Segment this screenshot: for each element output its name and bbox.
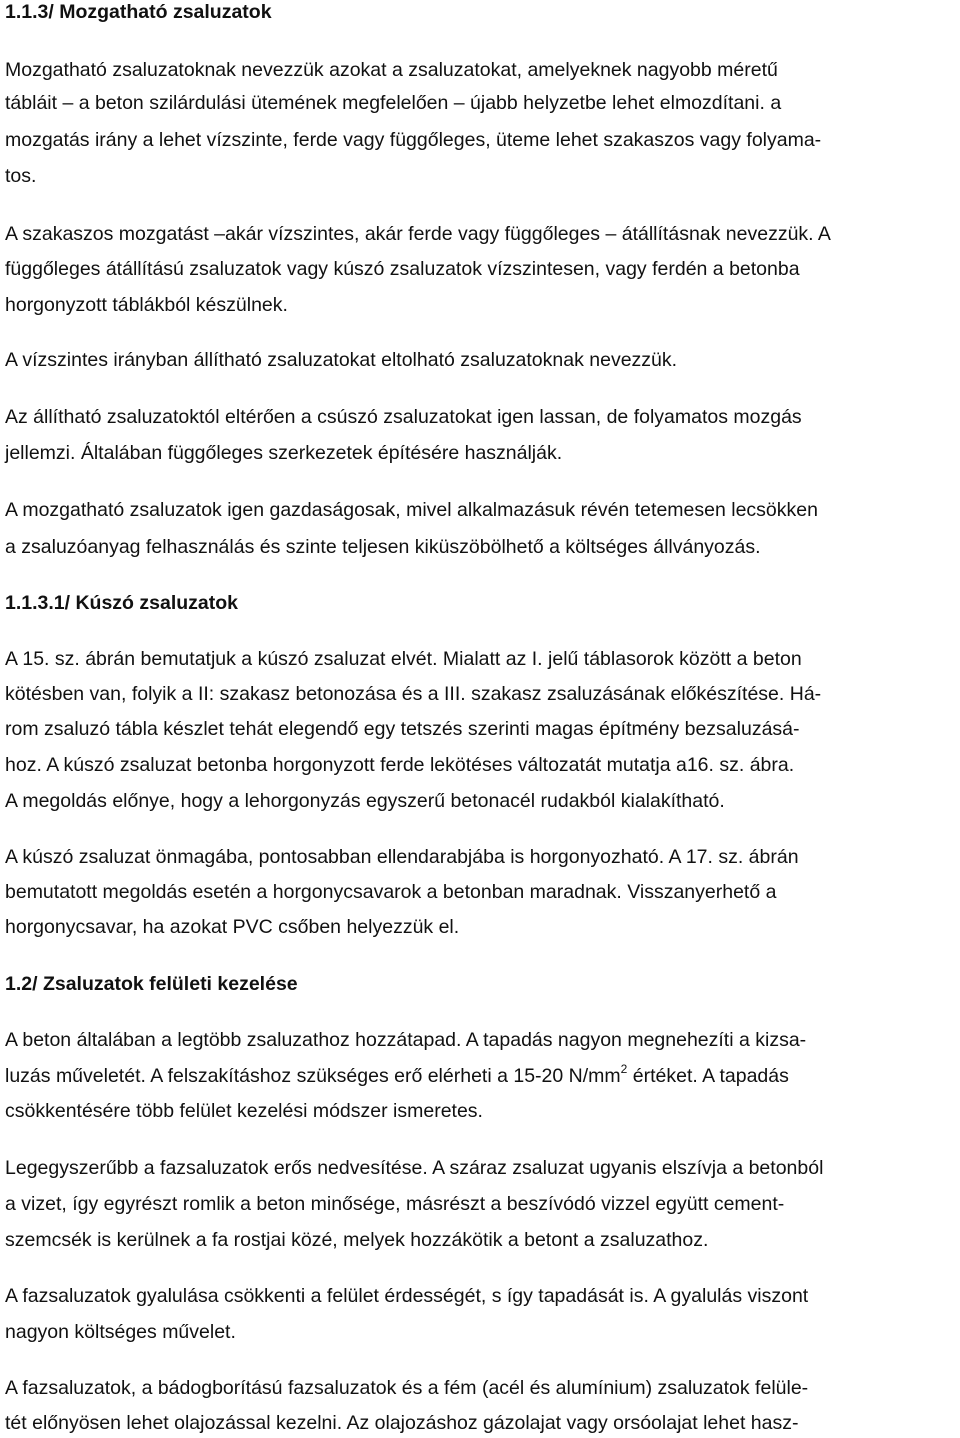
paragraph-line: A beton általában a legtöbb zsaluzathoz hozzátapad. A tapadás nagyon megnehezíti a kizsa- [5,1029,807,1051]
section-heading: 1.1.3.1/ Kúszó zsaluzatok [5,592,239,614]
paragraph-line: bemutatott megoldás esetén a horgonycsavarok a betonban maradnak. Visszanyerhető a [5,881,777,903]
paragraph-line: mozgatás irány a lehet vízszinte, ferde vagy függőleges, üteme lehet szakaszos vagy folyama- [5,129,822,151]
paragraph-line: rom zsaluzó tábla készlet tehát elegendő egy tetszés szerinti magas építmény bezsaluzásá- [5,718,800,740]
paragraph-line: csökkentésére több felület kezelési módszer ismeretes. [5,1100,483,1122]
paragraph-line: A vízszintes irányban állítható zsaluzatokat eltolható zsaluzatoknak nevezzük. [5,349,678,371]
section-heading: 1.2/ Zsaluzatok felületi kezelése [5,973,298,995]
paragraph-line: jellemzi. Általában függőleges szerkezetek építésére használják. [5,442,563,464]
paragraph-line: Legegyszerűbb a fazsaluzatok erős nedvesítése. A száraz zsaluzat ugyanis elszívja a betonból [5,1157,824,1179]
text-span: luzás műveletét. A felszakításhoz szükséges erő elérheti a 15-20 N/mm [5,1065,621,1087]
paragraph-line: A 15. sz. ábrán bemutatjuk a kúszó zsaluzat elvét. Mialatt az I. jelű táblasorok között a beton [5,648,802,670]
paragraph-line: horgonyzott táblákból készülnek. [5,294,288,316]
paragraph-line: nagyon költséges művelet. [5,1321,236,1343]
paragraph-line: A megoldás előnye, hogy a lehorgonyzás egyszerű betonacél rudakból kialakítható. [5,790,725,812]
paragraph-line: a vizet, így egyrészt romlik a beton minősége, másrészt a beszívódó vizzel együtt cement- [5,1193,785,1215]
paragraph-line: Az állítható zsaluzatoktól eltérően a csúszó zsaluzatokat igen lassan, de folyamatos mozgás [5,406,802,428]
text-span: értéket. A tapadás [627,1065,789,1087]
paragraph-line: kötésben van, folyik a II: szakasz betonozása és a III. szakasz zsaluzásának előkészítése. Há- [5,683,822,705]
paragraph-line: A fazsaluzatok, a bádogborítású fazsaluzatok és a fém (acél és alumínium) zsaluzatok felülе- [5,1377,809,1399]
paragraph-line: szemcsék is kerülnek a fa rostjai közé, melyek hozzákötik a betont a zsaluzathoz. [5,1229,709,1251]
paragraph-line: Mozgatható zsaluzatoknak nevezzük azokat a zsaluzatokat, amelyeknek nagyobb méretű [5,59,778,81]
paragraph-line: hoz. A kúszó zsaluzat betonba horgonyzott ferde lekötéses változatát mutatja a16. sz. ábra. [5,754,795,776]
paragraph-line: tos. [5,165,37,187]
superscript: 2 [620,1061,628,1076]
paragraph-line: a zsaluzóanyag felhasználás és szinte teljesen kiküszöbölhető a költséges állványozás. [5,536,761,558]
paragraph-line: A kúszó zsaluzat önmagába, pontosabban ellendarabjába is horgonyozható. A 17. sz. ábrán [5,846,799,868]
paragraph-line: horgonycsavar, ha azokat PVC csőben helyezzük el. [5,916,460,938]
paragraph-line: A szakaszos mozgatást –akár vízszintes, akár ferde vagy függőleges – átállításnak nevezzük. A [5,223,831,245]
paragraph-line: A mozgatható zsaluzatok igen gazdaságosak, mivel alkalmazásuk révén tetemesen lecsökken [5,499,818,521]
section-heading: 1.1.3/ Mozgatható zsaluzatok [5,1,272,23]
paragraph-line [5,1061,789,1088]
paragraph-line: A fazsaluzatok gyalulása csökkenti a felület érdességét, s így tapadását is. A gyalulás viszont [5,1285,809,1307]
paragraph-line: tábláit – a beton szilárdulási ütemének megfelelően – újabb helyzetbe lehet elmozdítani. a [5,92,782,114]
paragraph-line: tét előnyösen lehet olajozással kezelni. Az olajozáshoz gázolajat vagy orsóolajat lehet hasz- [5,1412,799,1434]
paragraph-line: függőleges átállítású zsaluzatok vagy kúszó zsaluzatok vízszintesen, vagy ferdén a betonba [5,258,800,280]
